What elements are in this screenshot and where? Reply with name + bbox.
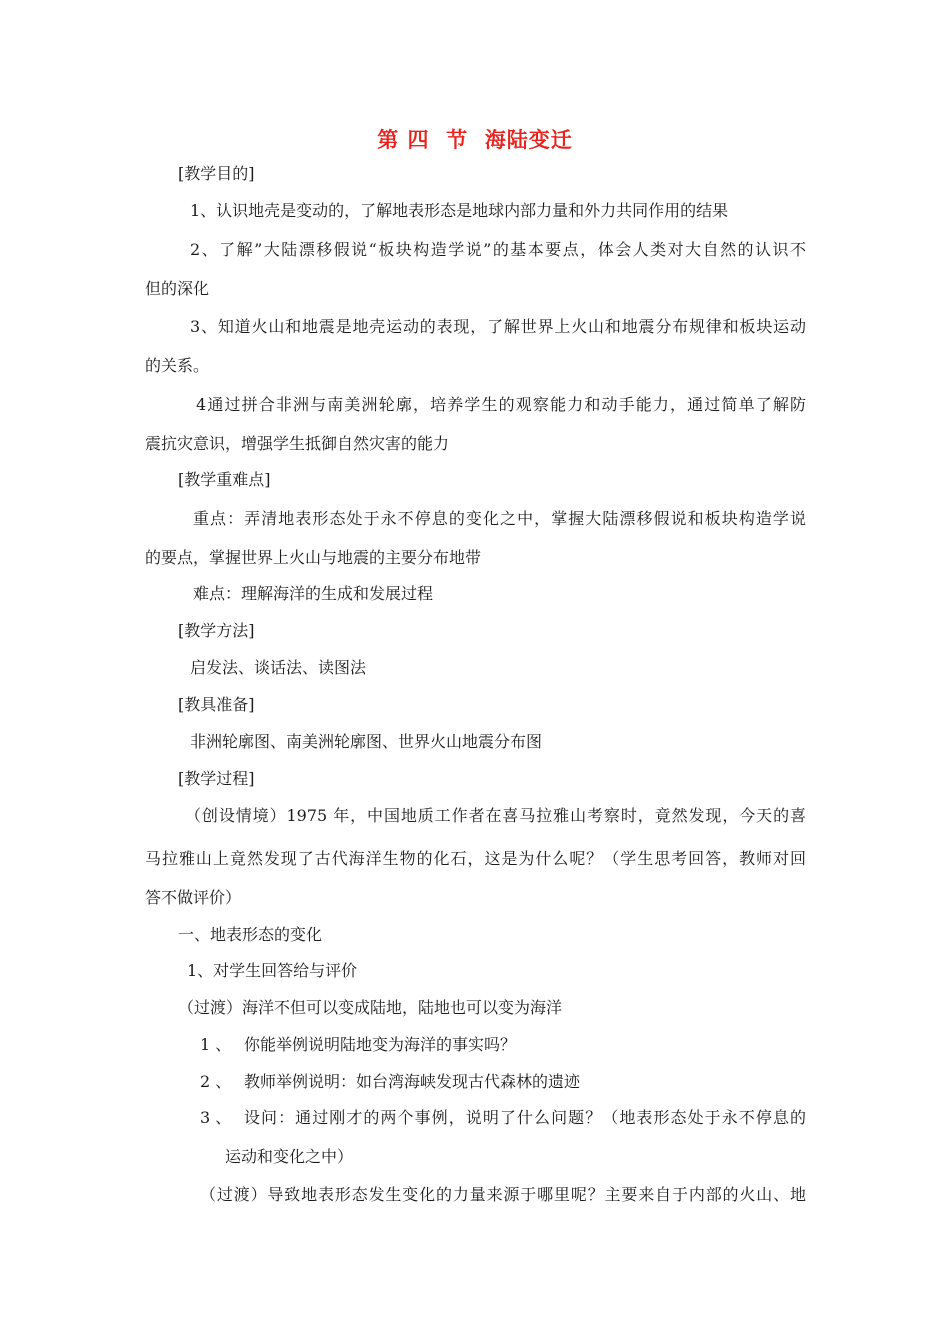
materials-text: 非洲轮廓图、南美洲轮廓图、世界火山地震分布图 [190,732,543,751]
question-1: 你能举例说明陆地变为海洋的事实吗？ [244,1035,517,1054]
section-materials: [教具准备] [178,695,255,714]
page-title: 第 四 节 海陆变迁 [377,127,573,152]
question-3-line-1: 设问：通过刚才的两个事例，说明了什么问题？（地表形态处于永不停息的 [244,1108,806,1127]
process-intro-line-2: 马拉雅山上竟然发现了古代海洋生物的化石，这是为什么呢？（学生思考回答，教师对回 [145,849,806,868]
objective-3-line-2: 的关系。 [145,356,210,375]
question-3-number: 3 、 [200,1108,232,1127]
key-focus-line-2: 的要点，掌握世界上火山与地震的主要分布地带 [145,548,482,567]
question-2: 教师举例说明：如台湾海峡发现古代森林的遗迹 [244,1072,581,1091]
objective-1: 1、认识地壳是变动的，了解地表形态是地球内部力量和外力共同作用的结果 [190,201,729,220]
section-key-points: [教学重难点] [178,470,271,489]
question-1-number: 1 、 [200,1035,232,1054]
methods-text: 启发法、谈话法、读图法 [190,658,367,677]
objective-4-line-2: 震抗灾意识，增强学生抵御自然灾害的能力 [145,434,450,453]
question-2-number: 2 、 [200,1072,232,1091]
section-process: [教学过程] [178,769,255,788]
process-intro-line-3: 答不做评价） [145,888,242,907]
question-3-line-2: 运动和变化之中） [225,1147,354,1166]
section-methods: [教学方法] [178,621,255,640]
transition-1: （过渡）海洋不但可以变成陆地，陆地也可以变为海洋 [178,998,563,1017]
transition-2: （过渡）导致地表形态发生变化的力量来源于哪里呢？主要来自于内部的火山、地 [200,1185,806,1204]
step-1: 1、对学生回答给与评价 [187,961,358,980]
objective-3-line-1: 3、知道火山和地震是地壳运动的表现，了解世界上火山和地震分布规律和板块运动 [190,317,806,336]
key-difficulty: 难点：理解海洋的生成和发展过程 [193,584,434,603]
key-focus-line-1: 重点：弄清地表形态处于永不停息的变化之中，掌握大陆漂移假说和板块构造学说 [193,509,806,528]
objective-2-line-1: 2、了解”大陆漂移假说“板块构造学说”的基本要点，体会人类对大自然的认识不 [190,240,806,259]
section-objectives: [教学目的] [178,164,255,183]
process-intro-line-1: （创设情境）1975 年，中国地质工作者在喜马拉雅山考察时，竟然发现，今天的喜 [185,806,806,825]
objective-4-line-1: 4通过拼合非洲与南美洲轮廓，培养学生的观察能力和动手能力，通过简单了解防 [196,395,806,414]
objective-2-line-2: 但的深化 [145,279,210,298]
heading-landform-change: 一、地表形态的变化 [178,925,323,944]
